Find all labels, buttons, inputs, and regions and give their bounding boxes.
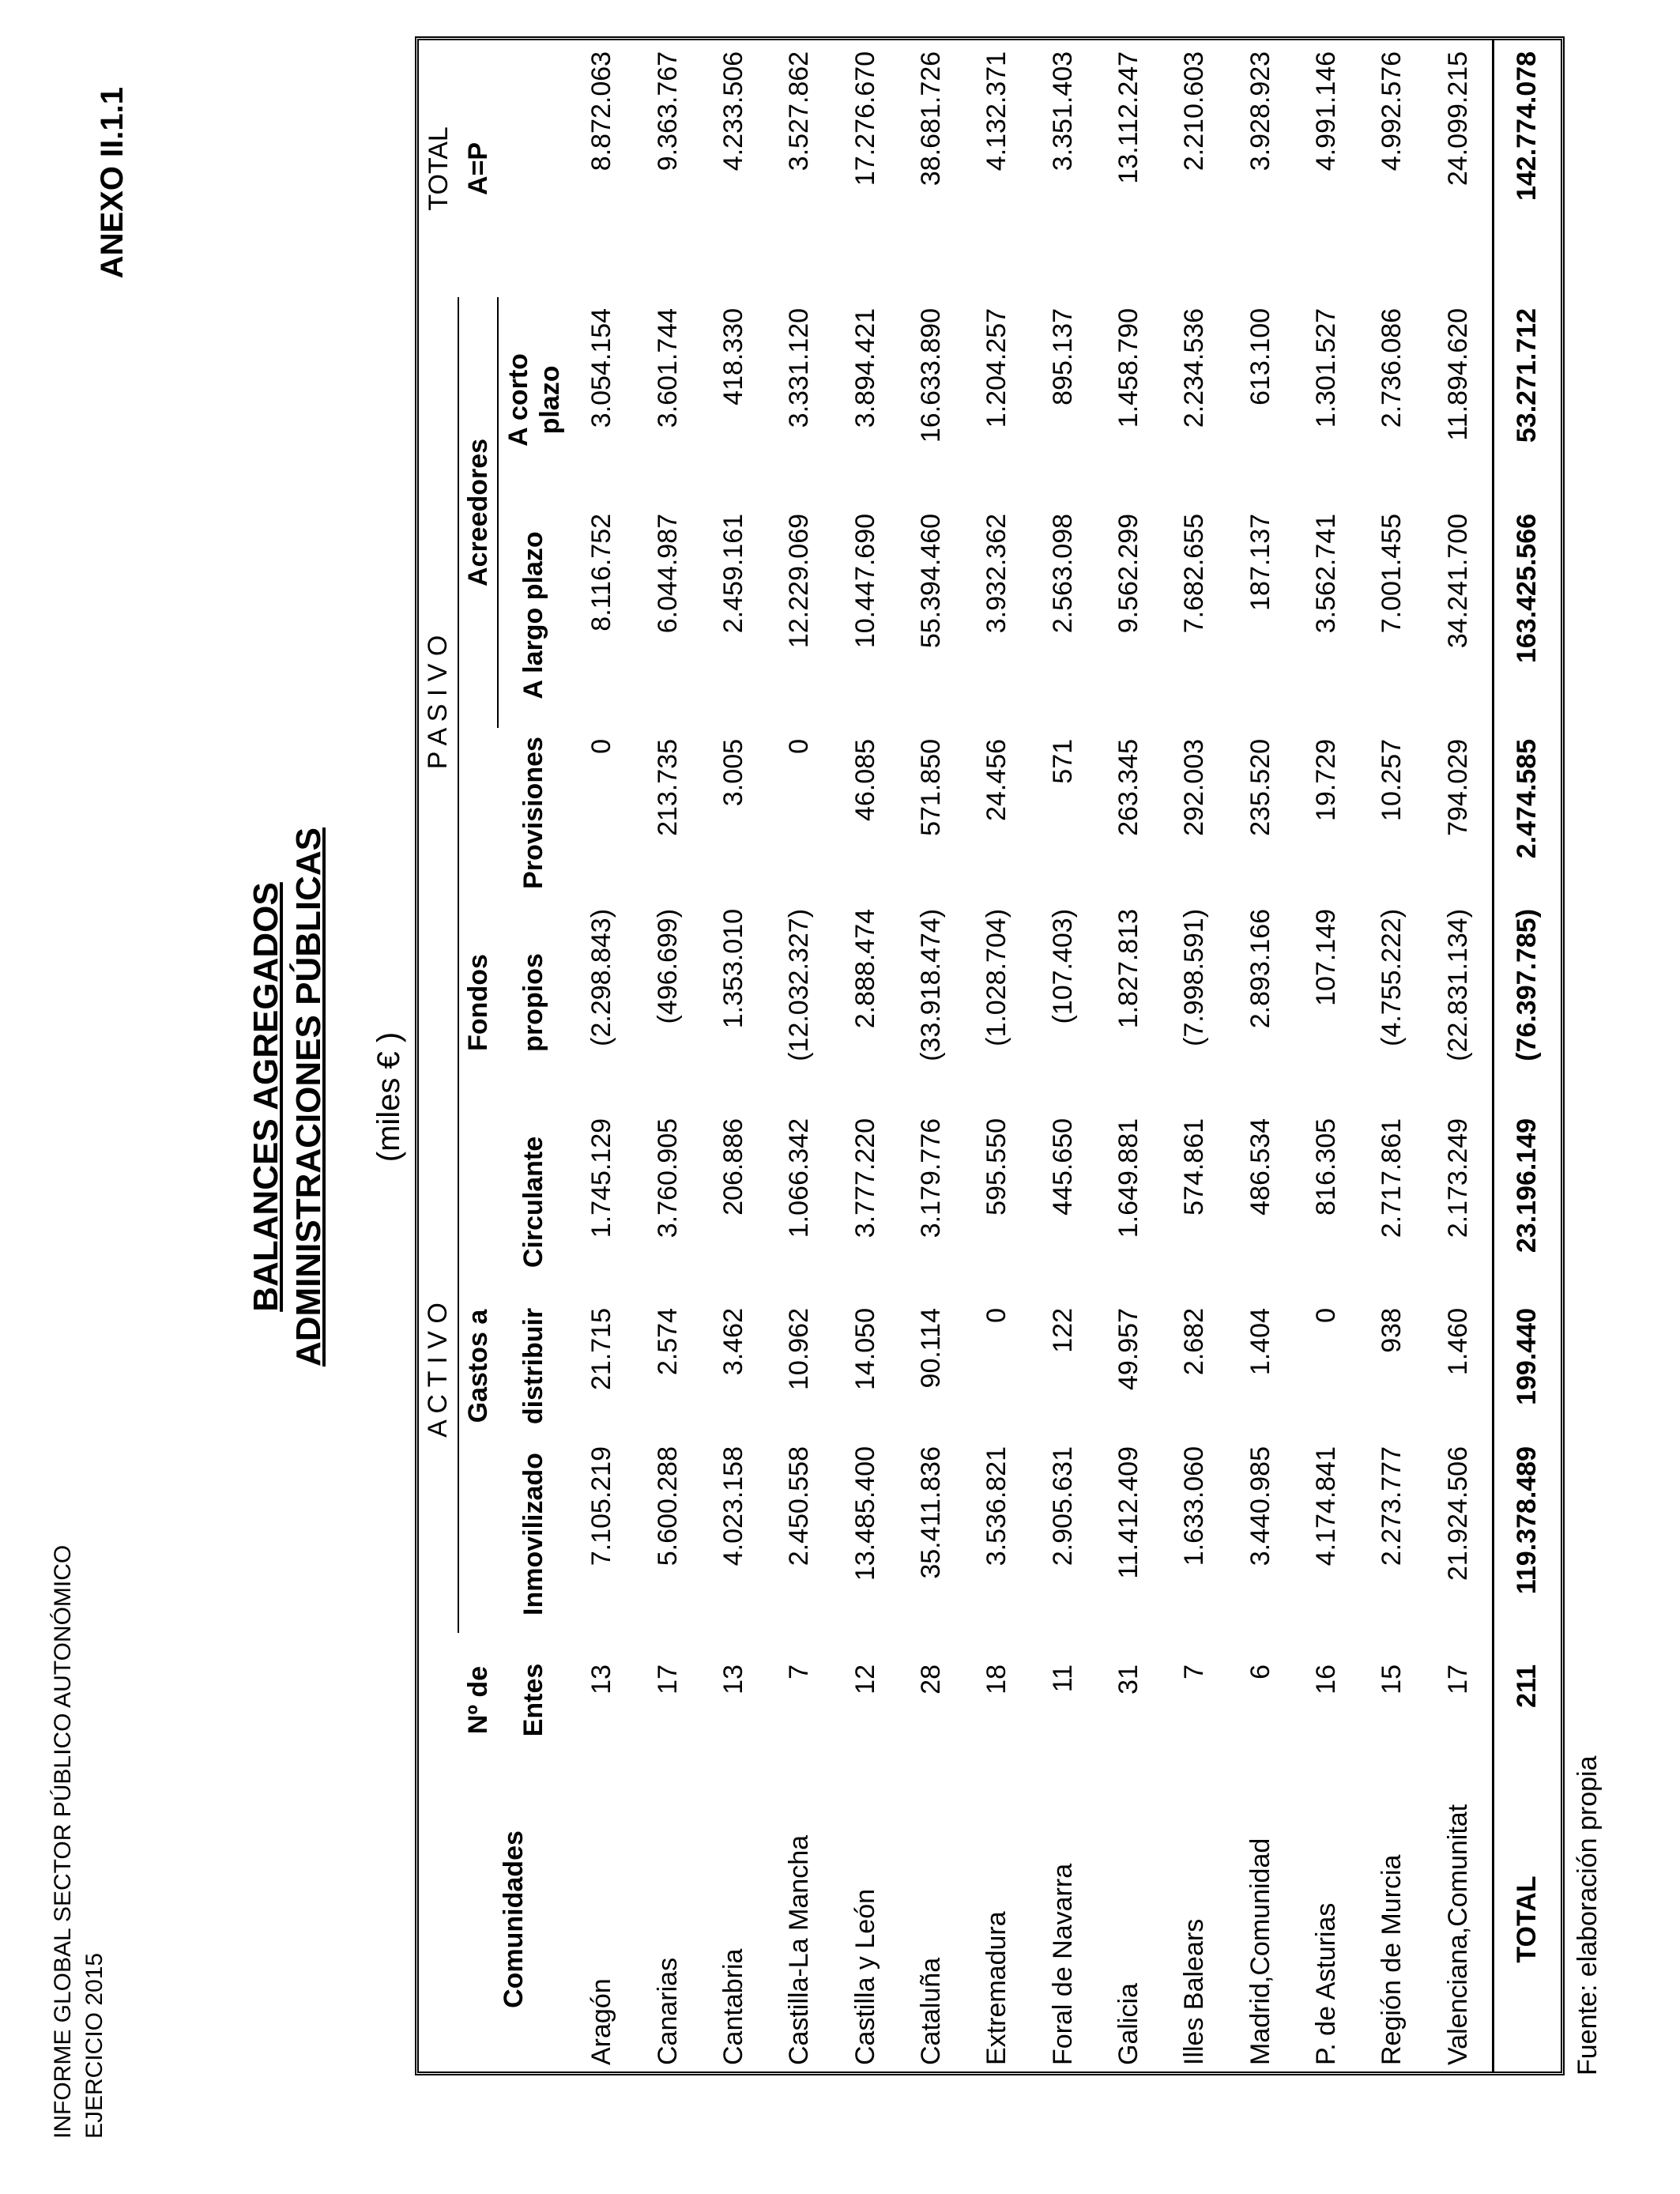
circulante-value: 2.173.249 [1443,1118,1474,1238]
corto-plazo-value: 3.601.744 [652,307,683,428]
balance-table [419,40,1561,2071]
largo-plazo-value: 7.682.655 [1179,513,1210,634]
largo-plazo-value: 3.562.741 [1310,513,1341,634]
total-value: 38.681.726 [915,51,946,187]
gastos-value: 1.460 [1443,1308,1474,1376]
largo-plazo-value: 2.563.098 [1047,513,1078,634]
total-value: 17.276.670 [849,51,880,187]
corto-plazo-value: 895.137 [1047,307,1078,405]
corto-plazo-value: 16.633.890 [915,307,946,443]
total-largo-plazo-value: 163.425.566 [1493,503,1561,728]
inmovilizado-value: 11.412.409 [1113,1446,1143,1579]
largo-plazo-value: 9.562.299 [1113,513,1143,634]
fondos-value: (33.918.474) [915,908,946,1061]
total-value: 2.210.603 [1179,51,1210,172]
col-circulante: Circulante [518,1136,548,1269]
entes-count: 6 [1245,1664,1275,1679]
fondos-value: (107.403) [1047,908,1078,1024]
balance-table-frame [415,36,1565,2075]
region-name: Castilla-La Mancha [784,1834,815,2065]
gastos-value: 938 [1377,1308,1407,1353]
header-row-2 [458,40,498,2071]
fondos-value: 2.888.474 [849,908,880,1029]
inmovilizado-value: 2.273.777 [1377,1446,1407,1566]
table-row [569,40,635,2071]
region-name: Canarias [652,1957,683,2065]
table-row [1227,40,1293,2071]
table-row [1359,40,1425,2071]
gastos-value: 14.050 [849,1308,880,1390]
circulante-value: 574.861 [1179,1118,1210,1216]
report-header [47,1545,111,2139]
largo-plazo-value: 7.001.455 [1377,513,1407,634]
entes-count: 11 [1047,1664,1078,1693]
region-name: Extremadura [981,1911,1012,2065]
gastos-value: 122 [1047,1308,1078,1353]
entes-count: 17 [1443,1664,1474,1695]
inmovilizado-value: 7.105.219 [586,1446,617,1566]
col-corto-line1: A corto [503,353,533,447]
gastos-value: 0 [981,1308,1012,1323]
entes-count: 7 [784,1664,815,1679]
entes-count: 12 [849,1664,880,1695]
total-gastos-value: 199.440 [1493,1297,1561,1435]
region-name: Cataluña [915,1957,946,2065]
region-name: Foral de Navarra [1047,1863,1078,2065]
provisiones-value: 292.003 [1179,738,1210,836]
gastos-value: 90.114 [915,1308,946,1389]
table-row [701,40,767,2071]
inmovilizado-value: 5.600.288 [652,1446,683,1566]
source-note: Fuente: elaboración propia [1573,1755,1603,2075]
gastos-value: 10.962 [784,1308,815,1390]
gastos-value: 2.682 [1179,1308,1210,1376]
corto-plazo-value: 3.054.154 [586,307,617,428]
region-name: P. de Asturias [1310,1902,1341,2065]
gastos-value: 3.462 [718,1308,748,1376]
col-total-line1: TOTAL [423,126,454,211]
largo-plazo-value: 2.459.161 [718,513,748,634]
total-value: 9.363.767 [652,51,683,172]
group-acreedores: Acreedores [458,297,498,728]
provisiones-value: 571.850 [915,738,946,836]
provisiones-value: 571 [1047,738,1078,784]
corto-plazo-value: 1.301.527 [1310,307,1341,428]
gastos-value: 49.957 [1113,1308,1143,1390]
gastos-value: 2.574 [652,1308,683,1376]
circulante-value: 1.745.129 [586,1118,617,1238]
largo-plazo-value: 34.241.700 [1443,513,1474,649]
table-row [1096,40,1162,2071]
corto-plazo-value: 11.894.620 [1443,307,1474,441]
largo-plazo-value: 12.229.069 [784,513,815,649]
gastos-value: 0 [1310,1308,1341,1323]
report-year: EJERCICIO 2015 [81,1952,107,2139]
gastos-value: 1.404 [1245,1308,1275,1376]
title-line-1: BALANCES AGREGADOS [247,882,285,1312]
circulante-value: 3.777.220 [849,1118,880,1238]
provisiones-value: 3.005 [718,738,748,807]
provisiones-value: 0 [586,738,617,754]
col-corto-line2: plazo [534,365,565,435]
provisiones-value: 10.257 [1377,738,1407,821]
total-value: 3.351.403 [1047,51,1078,172]
region-name: Valenciana,Comunitat [1443,1804,1474,2065]
fondos-value: (496.699) [652,908,683,1024]
corto-plazo-value: 613.100 [1245,307,1275,405]
circulante-value: 206.886 [718,1118,748,1216]
corto-plazo-value: 3.894.421 [849,307,880,428]
total-value: 4.991.146 [1310,51,1341,172]
total-circulante-value: 23.196.149 [1493,1107,1561,1297]
total-corto-plazo-value: 53.271.712 [1493,297,1561,503]
circulante-value: 2.717.861 [1377,1118,1407,1238]
total-value: 3.527.862 [784,51,815,172]
table-row [1030,40,1095,2071]
annex-label: ANEXO II.1.1 [95,87,130,279]
gastos-value: 21.715 [586,1308,617,1390]
col-inmovilizado: Inmovilizado [518,1453,548,1615]
circulante-value: 3.760.905 [652,1118,683,1238]
fondos-value: (2.298.843) [586,908,617,1046]
inmovilizado-value: 2.905.631 [1047,1446,1078,1566]
total-value: 13.112.247 [1113,51,1143,184]
total-row [1493,40,1561,2071]
col-gastos-line1: Gastos a [463,1309,493,1423]
region-name: Cantabria [718,1948,748,2065]
provisiones-value: 235.520 [1245,738,1275,836]
fondos-value: 1.353.010 [718,908,748,1029]
provisiones-value: 794.029 [1443,738,1474,836]
total-region-name: TOTAL [1493,1767,1561,2071]
col-comunidades: Comunidades [498,1830,529,2008]
col-entes-line2: Entes [518,1663,548,1737]
col-corto-plazo [498,297,569,503]
region-name: Región de Murcia [1377,1854,1407,2065]
col-gastos-line2: distribuir [518,1307,548,1425]
largo-plazo-value: 3.932.362 [981,513,1012,634]
col-fondos-line2: propios [518,953,548,1052]
entes-count: 13 [718,1664,748,1695]
total-provisiones-value: 2.474.585 [1493,728,1561,898]
largo-plazo-value: 187.137 [1245,513,1275,611]
fondos-value: (1.028.704) [981,908,1012,1046]
largo-plazo-value: 6.044.987 [652,513,683,634]
header-row-groups [419,40,458,2071]
provisiones-value: 24.456 [981,738,1012,821]
entes-count: 15 [1377,1664,1407,1695]
region-name: Castilla y León [849,1888,880,2065]
total-fondos-value: (76.397.785) [1493,898,1561,1107]
title-line-2: ADMINISTRACIONES PÚBLICAS [289,827,328,1367]
fondos-value: 2.893.166 [1245,908,1275,1029]
region-name: Aragón [586,1978,617,2065]
header-row-3 [498,40,569,2071]
entes-count: 17 [652,1664,683,1695]
circulante-value: 816.305 [1310,1118,1341,1216]
table-row [1294,40,1359,2071]
circulante-value: 1.066.342 [784,1118,815,1238]
inmovilizado-value: 2.450.558 [784,1446,815,1566]
inmovilizado-value: 4.174.841 [1310,1446,1341,1566]
corto-plazo-value: 1.204.257 [981,307,1012,428]
col-largo-plazo: A largo plazo [518,531,548,699]
report-title: INFORME GLOBAL SECTOR PÚBLICO AUTONÓMICO [50,1544,76,2139]
group-activo: A C T I V O [419,1107,458,1633]
total-value: 4.132.371 [981,51,1012,172]
corto-plazo-value: 1.458.790 [1113,307,1143,428]
entes-count: 7 [1179,1664,1210,1679]
table-row [767,40,832,2071]
fondos-value: (7.998.591) [1179,908,1210,1046]
entes-count: 16 [1310,1664,1341,1695]
table-row [832,40,898,2071]
table-row [1162,40,1227,2071]
col-fondos-line1: Fondos [463,954,493,1051]
total-value: 3.928.923 [1245,51,1275,172]
region-name: Madrid,Comunidad [1245,1838,1275,2065]
fondos-value: (4.755.222) [1377,908,1407,1046]
region-name: Galicia [1113,1983,1143,2065]
page-title [245,0,330,2194]
fondos-value: 107.149 [1310,908,1341,1006]
entes-count: 31 [1113,1664,1143,1695]
inmovilizado-value: 13.485.400 [849,1446,880,1581]
units-label: (miles € ) [371,1031,406,1163]
corto-plazo-value: 2.234.536 [1179,307,1210,428]
table-body [569,40,1561,2071]
inmovilizado-value: 1.633.060 [1179,1446,1210,1566]
table-row [964,40,1030,2071]
inmovilizado-value: 3.440.985 [1245,1446,1275,1566]
circulante-value: 486.534 [1245,1118,1275,1216]
provisiones-value: 19.729 [1310,738,1341,821]
total-value: 24.099.215 [1443,51,1474,187]
total-value: 4.233.506 [718,51,748,172]
circulante-value: 595.550 [981,1118,1012,1216]
provisiones-value: 0 [784,738,815,754]
largo-plazo-value: 8.116.752 [586,513,617,631]
largo-plazo-value: 10.447.690 [849,513,880,649]
circulante-value: 3.179.776 [915,1118,946,1238]
entes-count: 28 [915,1664,946,1695]
entes-count: 18 [981,1664,1012,1695]
entes-count: 13 [586,1664,617,1695]
fondos-value: (22.831.134) [1443,908,1474,1061]
table-row [635,40,700,2071]
provisiones-value: 213.735 [652,738,683,836]
table-row [898,40,964,2071]
total-entes-count: 211 [1493,1633,1561,1767]
table-row [1425,40,1493,2071]
inmovilizado-value: 4.023.158 [718,1446,748,1566]
circulante-value: 1.649.881 [1113,1118,1143,1238]
corto-plazo-value: 3.331.120 [784,307,815,428]
total-value: 8.872.063 [586,51,617,172]
circulante-value: 445.650 [1047,1118,1078,1216]
group-pasivo: P A S I V O [419,297,458,1107]
inmovilizado-value: 35.411.836 [915,1446,946,1579]
inmovilizado-value: 21.924.506 [1443,1446,1474,1581]
fondos-value: (12.032.327) [784,908,815,1061]
total-total-value: 142.774.078 [1493,40,1561,297]
inmovilizado-value: 3.536.821 [981,1446,1012,1566]
col-provisiones: Provisiones [518,737,548,889]
col-total-line2: A=P [462,141,493,195]
corto-plazo-value: 2.736.086 [1377,307,1407,428]
region-name: Illes Balears [1179,1918,1210,2065]
total-inmovilizado-value: 119.378.489 [1493,1435,1561,1633]
corto-plazo-value: 418.330 [718,307,748,405]
provisiones-value: 263.345 [1113,738,1143,836]
total-value: 4.992.576 [1377,51,1407,172]
fondos-value: 1.827.813 [1113,908,1143,1029]
provisiones-value: 46.085 [849,738,880,821]
largo-plazo-value: 55.394.460 [915,513,946,649]
col-entes-line1: Nº de [462,1665,493,1735]
